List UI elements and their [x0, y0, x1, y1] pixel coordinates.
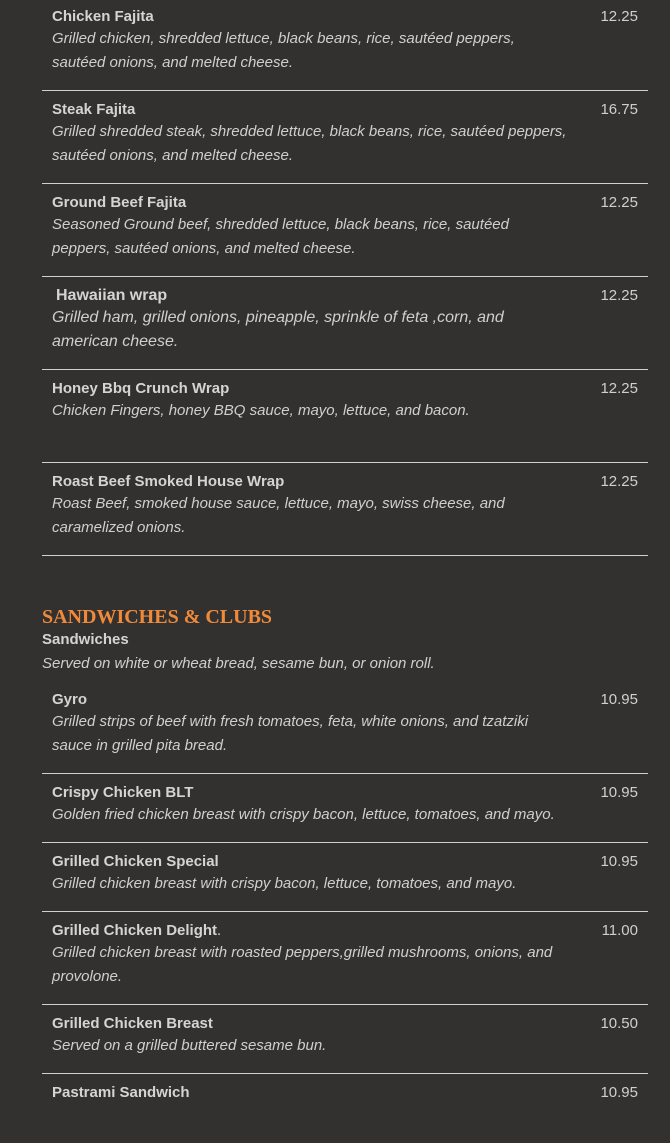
menu-item — [42, 463, 648, 556]
item-name-group — [52, 921, 638, 941]
item-price: 12.25 — [600, 473, 638, 490]
item-price: 12.25 — [600, 287, 638, 304]
menu-item — [42, 1005, 648, 1074]
menu-item — [42, 370, 648, 463]
menu-item — [42, 843, 648, 912]
subsection-description: Served on white or wheat bread, sesame bun, or onion roll. — [42, 655, 435, 672]
item-price: 12.25 — [600, 8, 638, 25]
menu-item — [42, 681, 648, 774]
item-name: Grilled Chicken Special — [52, 853, 219, 870]
item-price: 10.95 — [600, 784, 638, 801]
item-description: Grilled shredded steak, shredded lettuce, black beans, rice, sautéed peppers, sautéed onions, and melted cheese. — [52, 123, 567, 164]
item-name: Gyro — [52, 691, 88, 708]
item-price: 16.75 — [600, 101, 638, 118]
item-price: 11.00 — [601, 922, 638, 939]
item-name-suffix: . — [217, 922, 222, 939]
item-description: Grilled strips of beef with fresh tomatoes, feta, white onions, and tzatziki sauce in grilled pita bread. — [52, 713, 529, 754]
item-name: Honey Bbq Crunch Wrap — [52, 380, 230, 397]
item-description: Grilled chicken breast with crispy bacon, lettuce, tomatoes, and mayo. — [52, 875, 517, 892]
item-price: 10.95 — [600, 853, 638, 870]
section-sandwiches-clubs — [42, 605, 648, 1143]
menu-item — [42, 91, 648, 184]
item-name: Ground Beef Fajita — [52, 194, 187, 211]
item-name: Steak Fajita — [52, 101, 136, 118]
item-price: 12.25 — [600, 194, 638, 211]
item-price: 10.95 — [600, 1084, 638, 1101]
item-description: Roast Beef, smoked house sauce, lettuce, mayo, swiss cheese, and caramelized onions. — [52, 495, 505, 536]
item-description: Served on a grilled buttered sesame bun. — [52, 1037, 327, 1054]
item-name: Grilled Chicken Breast — [52, 1015, 213, 1032]
item-name: Grilled Chicken Delight — [52, 922, 218, 939]
item-price: 10.50 — [600, 1015, 638, 1032]
item-description: Grilled chicken, shredded lettuce, black beans, rice, sautéed peppers, sautéed onions, and melted cheese. — [52, 30, 515, 71]
item-description: Grilled chicken breast with roasted peppers,grilled mushrooms, onions, and provolone. — [52, 944, 553, 985]
menu-item — [42, 184, 648, 277]
subsection-title: Sandwiches — [42, 631, 129, 648]
menu-item — [42, 0, 648, 91]
item-price: 10.95 — [600, 691, 638, 708]
item-description: Seasoned Ground beef, shredded lettuce, black beans, rice, sautéed peppers, sautéed onions, and melted cheese. — [52, 216, 509, 257]
menu-item — [42, 774, 648, 843]
menu-content — [42, 0, 648, 1143]
item-name: Crispy Chicken BLT — [52, 784, 194, 801]
item-name: Roast Beef Smoked House Wrap — [52, 473, 285, 490]
item-description: Chicken Fingers, honey BBQ sauce, mayo, lettuce, and bacon. — [52, 402, 470, 419]
section-title: SANDWICHES & CLUBS — [42, 606, 273, 628]
item-name: Chicken Fajita — [52, 8, 154, 25]
item-description: Grilled ham, grilled onions, pineapple, sprinkle of feta ,corn, and american cheese. — [52, 309, 504, 350]
menu-item — [42, 912, 648, 1005]
menu-item — [42, 277, 648, 370]
item-name: Hawaiian wrap — [56, 287, 168, 304]
item-description: Golden fried chicken breast with crispy bacon, lettuce, tomatoes, and mayo. — [52, 806, 555, 823]
menu-item — [42, 1074, 648, 1143]
item-name: Pastrami Sandwich — [52, 1084, 190, 1101]
item-price: 12.25 — [600, 380, 638, 397]
